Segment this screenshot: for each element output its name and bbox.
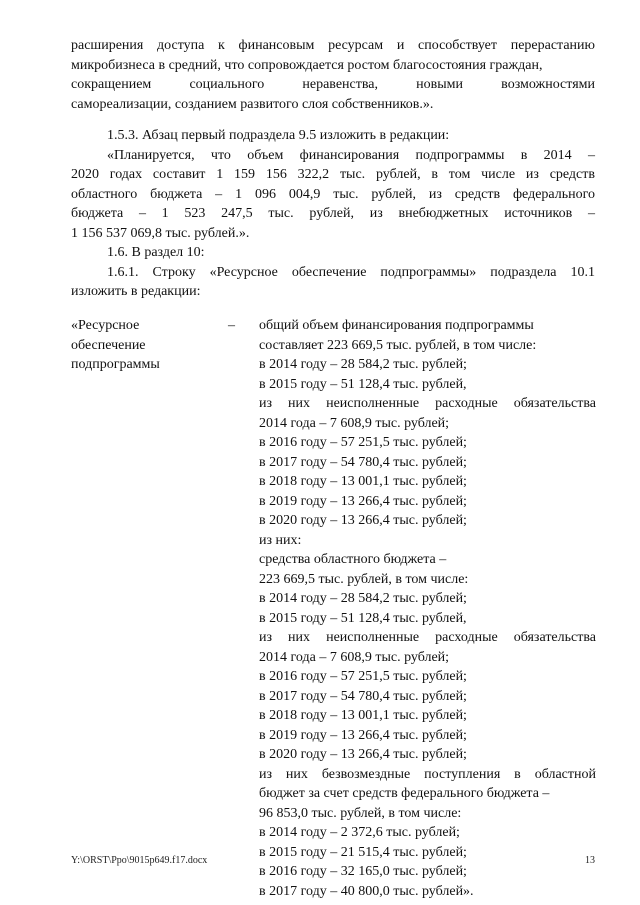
detail-line: в 2014 году – 28 584,2 тыс. рублей; bbox=[259, 357, 467, 372]
label-line: подпрограммы bbox=[71, 357, 160, 372]
detail-line: общий объем финансирования подпрограммы bbox=[259, 318, 534, 333]
detail-line: бюджет за счет средств федерального бюджета – bbox=[259, 786, 550, 801]
detail-line: 2014 года – 7 608,9 тыс. рублей; bbox=[259, 649, 450, 665]
detail-line: из них неисполненные расходные обязательства bbox=[259, 630, 596, 645]
detail-line: из них безвозмездные поступления в областной bbox=[259, 766, 596, 782]
detail-line: в 2015 году – 21 515,4 тыс. рублей; bbox=[259, 844, 467, 860]
label-line: «Ресурсное bbox=[71, 318, 140, 333]
text-line: 2020 годах составит 1 159 156 322,2 тыс. рублей, в том числе из средств bbox=[71, 167, 595, 182]
detail-line: в 2014 году – 2 372,6 тыс. рублей; bbox=[259, 825, 460, 840]
detail-line: 96 853,0 тыс. рублей, в том числе: bbox=[259, 805, 462, 821]
page-number: 13 bbox=[585, 855, 595, 866]
text-line: изложить в редакции: bbox=[71, 284, 201, 299]
detail-line: в 2017 году – 40 800,0 тыс. рублей». bbox=[259, 883, 474, 899]
text-line: 1 156 537 069,8 тыс. рублей.». bbox=[71, 225, 250, 241]
footer-file-path: Y:\ORST\Ppo\9015p649.f17.docx bbox=[71, 855, 208, 866]
text-line: расширения доступа к финансовым ресурсам и способствует перерастанию bbox=[71, 38, 595, 53]
text-line: микробизнеса в средний, что сопровождается ростом благосостояния граждан, bbox=[71, 57, 543, 73]
detail-line: в 2017 году – 54 780,4 тыс. рублей; bbox=[259, 688, 467, 704]
label-line: обеспечение bbox=[71, 337, 146, 353]
detail-line: в 2016 году – 57 251,5 тыс. рублей; bbox=[259, 669, 467, 684]
detail-line: составляет 223 669,5 тыс. рублей, в том числе: bbox=[259, 337, 537, 353]
resource-label bbox=[71, 316, 241, 375]
intro-paragraph bbox=[71, 36, 595, 114]
detail-line: из них неисполненные расходные обязательства bbox=[259, 396, 596, 411]
detail-line: в 2016 году – 32 165,0 тыс. рублей; bbox=[259, 864, 467, 879]
section-heading: 1.5.3. Абзац первый подраздела 9.5 изложить в редакции: bbox=[107, 128, 450, 143]
text-line: бюджета – 1 523 247,5 тыс. рублей, из внебюджетных источников – bbox=[71, 206, 595, 221]
section-1-6 bbox=[71, 243, 595, 302]
detail-line: в 2014 году – 28 584,2 тыс. рублей; bbox=[259, 591, 467, 606]
detail-line: в 2017 году – 54 780,4 тыс. рублей; bbox=[259, 454, 467, 470]
detail-line: в 2019 году – 13 266,4 тыс. рублей; bbox=[259, 727, 467, 743]
label-dash: – bbox=[228, 318, 235, 333]
text-line: самореализации, созданием развитого слоя собственников.». bbox=[71, 96, 434, 112]
detail-line: в 2015 году – 51 128,4 тыс. рублей, bbox=[259, 376, 467, 392]
detail-line: в 2019 году – 13 266,4 тыс. рублей; bbox=[259, 493, 467, 509]
detail-line: средства областного бюджета – bbox=[259, 552, 447, 567]
detail-line: в 2018 году – 13 001,1 тыс. рублей; bbox=[259, 708, 467, 723]
detail-line: в 2015 году – 51 128,4 тыс. рублей, bbox=[259, 610, 467, 626]
text-line: «Планируется, что объем финансирования подпрограммы в 2014 – bbox=[107, 147, 595, 163]
section-1-5-3 bbox=[71, 126, 595, 243]
text-line: областного бюджета – 1 096 004,9 тыс. рублей, из средств федерального bbox=[71, 186, 595, 202]
section-heading: 1.6. В раздел 10: bbox=[107, 245, 205, 260]
detail-line: из них: bbox=[259, 532, 302, 548]
text-line: сокращением социального неравенства, новыми возможностями bbox=[71, 77, 595, 92]
detail-line: в 2020 году – 13 266,4 тыс. рублей; bbox=[259, 747, 467, 762]
detail-line: в 2018 году – 13 001,1 тыс. рублей; bbox=[259, 474, 467, 489]
text-line: 1.6.1. Строку «Ресурсное обеспечение подпрограммы» подраздела 10.1 bbox=[107, 264, 595, 280]
detail-line: в 2016 году – 57 251,5 тыс. рублей; bbox=[259, 435, 467, 450]
detail-line: в 2020 году – 13 266,4 тыс. рублей; bbox=[259, 513, 467, 528]
detail-line: 223 669,5 тыс. рублей, в том числе: bbox=[259, 571, 469, 587]
detail-line: 2014 года – 7 608,9 тыс. рублей; bbox=[259, 415, 450, 431]
resource-details bbox=[259, 316, 596, 901]
